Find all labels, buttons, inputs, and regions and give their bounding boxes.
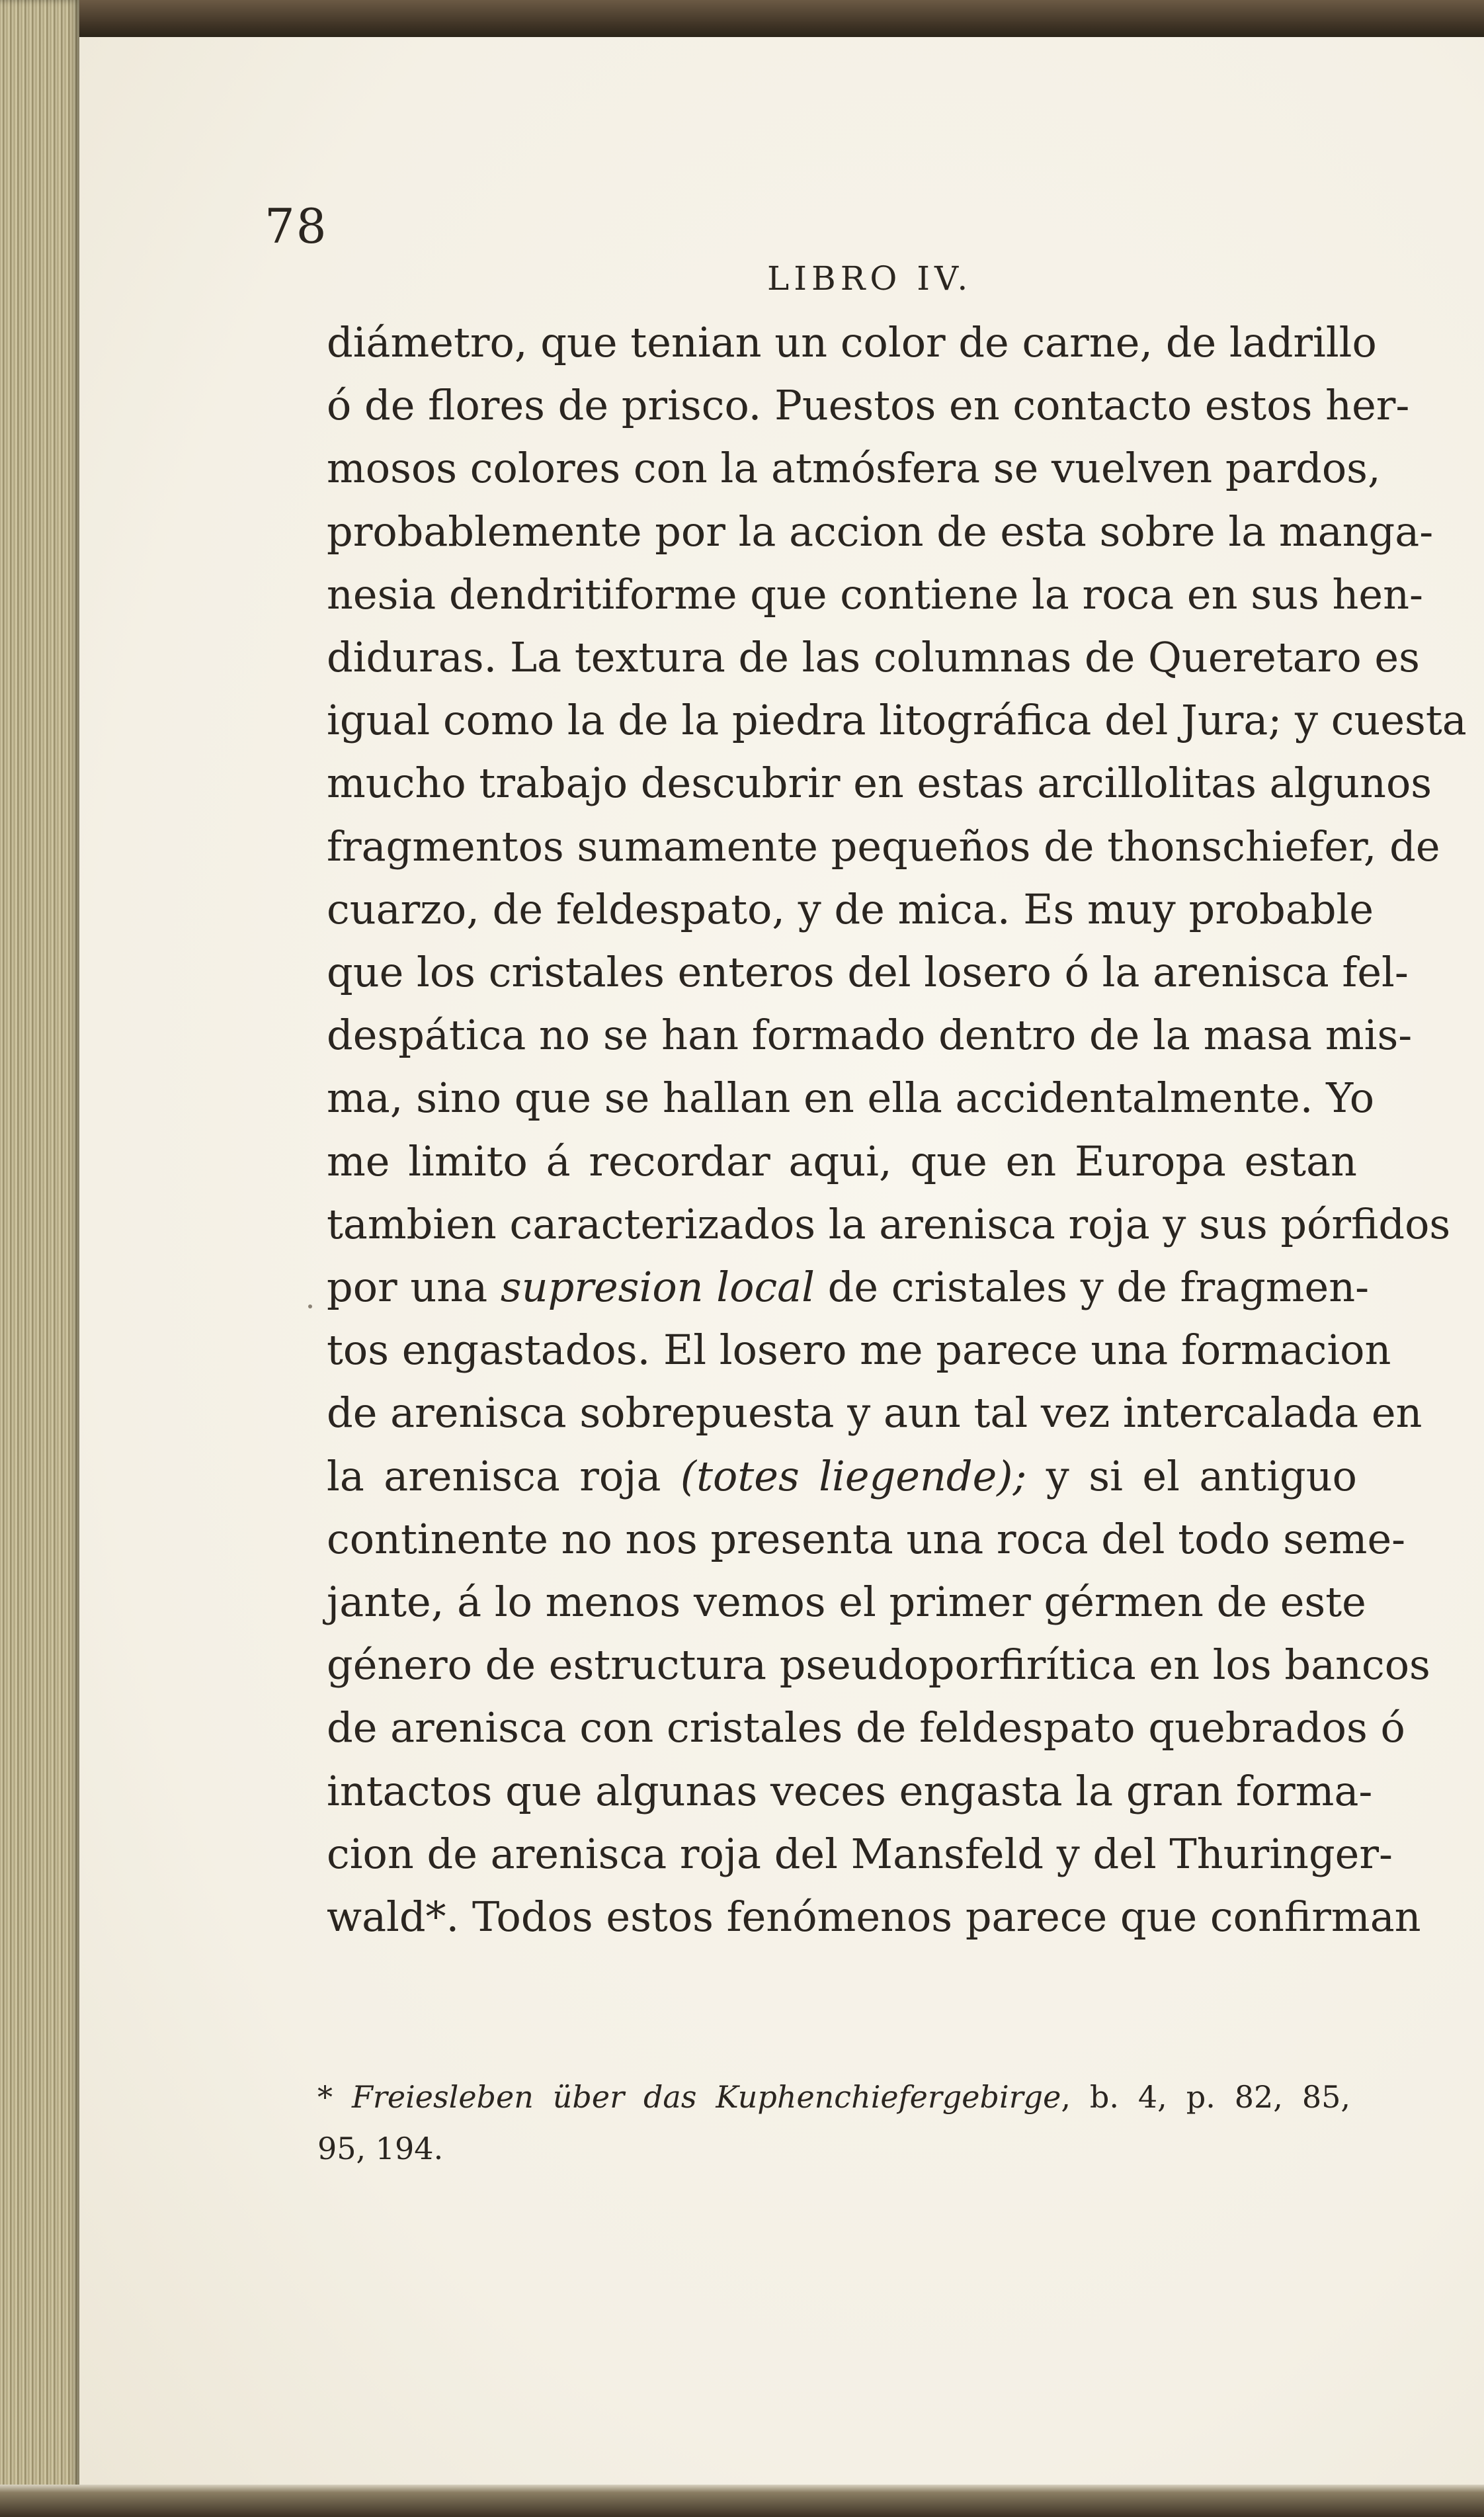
text-line — [327, 1636, 1430, 1694]
text-line — [327, 503, 1434, 561]
page-number: 78 — [265, 198, 328, 254]
text-segment: cion de arenisca roja del Mansfeld y del Thuringer- — [327, 1829, 1393, 1878]
text-line — [327, 1195, 1451, 1254]
text-segment: género de estructura pseudoporfirítica en los bancos — [327, 1641, 1430, 1689]
text-segment: , b. 4, p. 82, 85, — [1061, 2079, 1350, 2115]
text-line — [327, 1258, 1370, 1316]
text-segment: y si el antiguo — [1026, 1451, 1357, 1500]
text-segment: nesia dendritiforme que contiene la roca en sus hen- — [327, 570, 1423, 619]
text-line — [327, 1006, 1413, 1064]
text-segment: me limito á recordar aqui, que en Europa estan — [327, 1136, 1357, 1185]
footnote-line — [317, 2072, 1350, 2122]
text-segment: por una — [327, 1263, 501, 1311]
text-line — [327, 754, 1432, 812]
text-segment: mosos colores con la atmósfera se vuelven pardos, — [327, 444, 1381, 493]
text-line — [327, 1069, 1375, 1127]
text-line — [327, 1510, 1406, 1568]
text-line — [327, 1699, 1405, 1757]
text-line — [327, 818, 1440, 876]
text-segment: diduras. La textura de las columnas de Queretaro es — [327, 633, 1420, 681]
text-segment: 95, 194. — [317, 2131, 444, 2166]
text-segment: ma, sino que se hallan en ella accidentalmente. Yo — [327, 1074, 1375, 1123]
italic-text: (totes liegende); — [680, 1451, 1027, 1500]
text-segment: * — [317, 2079, 352, 2115]
text-segment: cuarzo, de feldespato, y de mica. Es muy probable — [327, 884, 1374, 933]
text-line — [327, 1573, 1366, 1631]
text-segment: jante, á lo menos vemos el primer gérmen de este — [327, 1578, 1366, 1626]
text-line — [327, 1447, 1357, 1506]
italic-text: Freiesleben über das Kuphenchiefergebirge — [351, 2079, 1061, 2115]
text-segment: despática no se han formado dentro de la masa mis- — [327, 1011, 1413, 1060]
text-segment: la arenisca roja — [327, 1451, 680, 1500]
book-binding-edge — [0, 0, 79, 2517]
text-segment: mucho trabajo descubrir en estas arcillolitas algunos — [327, 759, 1432, 808]
text-segment: continente no nos presenta una roca del todo seme- — [327, 1514, 1406, 1563]
text-segment: de cristales y de fragmen- — [814, 1263, 1370, 1311]
text-segment: diámetro, que tenian un color de carne, de ladrillo — [327, 318, 1377, 366]
text-segment: ó de flores de prisco. Puestos en contacto estos her- — [327, 381, 1410, 430]
text-line — [327, 314, 1377, 372]
running-title: LIBRO IV. — [767, 259, 973, 298]
text-line — [327, 628, 1420, 687]
text-segment: que los cristales enteros del losero ó la arenisca fel- — [327, 948, 1409, 996]
text-line — [327, 1132, 1357, 1191]
text-line — [327, 566, 1423, 624]
text-line — [327, 376, 1410, 435]
text-line — [327, 1321, 1391, 1379]
text-segment: tos engastados. El losero me parece una formacion — [327, 1326, 1391, 1375]
page-bottom-edge — [0, 2485, 1484, 2517]
text-segment: wald*. Todos estos fenómenos parece que confirman — [327, 1893, 1421, 1941]
italic-text: supresion local — [500, 1263, 815, 1311]
text-line — [327, 1762, 1373, 1820]
text-segment: intactos que algunas veces engasta la gran forma- — [327, 1766, 1373, 1815]
text-line — [327, 1384, 1422, 1442]
text-segment: fragmentos sumamente pequeños de thonschiefer, de — [327, 822, 1440, 871]
text-segment: de arenisca sobrepuesta y aun tal vez intercalada en — [327, 1388, 1422, 1437]
text-line — [327, 1825, 1393, 1883]
text-segment: probablemente por la accion de esta sobre la manga- — [327, 507, 1434, 556]
text-line — [327, 1888, 1421, 1946]
text-line — [327, 691, 1467, 749]
footnote-line — [317, 2123, 1350, 2174]
text-line — [327, 943, 1409, 1002]
text-line — [327, 439, 1381, 497]
text-line — [327, 880, 1374, 939]
text-segment: tambien caracterizados la arenisca roja y sus pórfidos — [327, 1199, 1451, 1248]
text-segment: igual como la de la piedra litográfica del Jura; y cuesta — [327, 696, 1467, 745]
text-segment: de arenisca con cristales de feldespato quebrados ó — [327, 1703, 1405, 1752]
margin-mark — [308, 1304, 312, 1308]
